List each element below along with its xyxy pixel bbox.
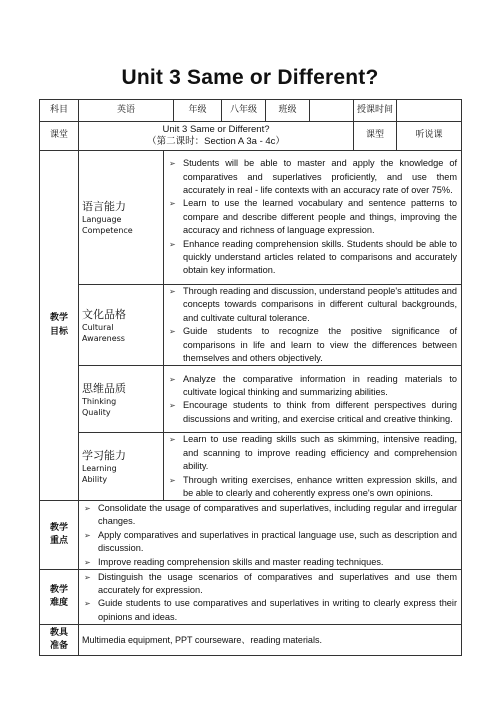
list-item: ➢ Guide students to use comparatives and superlatives in writing to clearly express their opinions and ideas. bbox=[84, 598, 458, 622]
key-points-row bbox=[40, 501, 462, 570]
list-item: ➢ Through reading and discussion, understand people's attitudes and concepts towards comparisons in different cultural backgrounds, and cultivate cultural tolerance. bbox=[169, 286, 458, 323]
arrow-bullet-icon: ➢ bbox=[169, 435, 176, 445]
lesson-title bbox=[79, 122, 354, 151]
arrow-bullet-icon: ➢ bbox=[84, 530, 91, 540]
time-value bbox=[397, 100, 462, 122]
list-item: ➢ Analyze the comparative information in reading materials to cultivate logical thinking and summarizing abilities. bbox=[169, 373, 458, 398]
category-learning: 学习能力 Learning Ability bbox=[79, 433, 164, 501]
objective-row-cultural bbox=[40, 285, 462, 366]
key-points-label: 教学 重点 bbox=[40, 501, 79, 570]
header-row bbox=[40, 100, 462, 122]
list-item: ➢ Learn to use the learned vocabulary and sentence patterns to compare and describe different people and things, improving the accuracy and richness of language expression. bbox=[169, 198, 458, 236]
arrow-bullet-icon: ➢ bbox=[169, 327, 176, 337]
list-item: ➢ Through writing exercises, enhance written expression skills, and be able to clearly and coherently express one's own opinions. bbox=[169, 474, 458, 499]
list-item: ➢ Enhance reading comprehension skills. Students should be able to quickly understand articles related to comparisons and accurately obtain key information. bbox=[169, 238, 458, 276]
objective-row-thinking bbox=[40, 366, 462, 433]
class-value bbox=[310, 100, 354, 122]
lesson-title-line1: Unit 3 Same or Different? bbox=[162, 123, 270, 135]
arrow-bullet-icon: ➢ bbox=[84, 503, 91, 513]
page-title: Unit 3 Same or Different? bbox=[121, 66, 379, 89]
arrow-bullet-icon: ➢ bbox=[169, 199, 176, 209]
arrow-bullet-icon: ➢ bbox=[169, 239, 176, 249]
class-label: 班级 bbox=[266, 100, 310, 122]
difficulties-items bbox=[79, 570, 462, 625]
category-language: 语言能力 Language Competence bbox=[79, 151, 164, 285]
list-item: ➢ Consolidate the usage of comparatives and superlatives, including regular and irregular changes. bbox=[84, 502, 458, 527]
arrow-bullet-icon: ➢ bbox=[169, 401, 176, 411]
list-item: ➢ Students will be able to master and apply the knowledge of comparatives and superlatives proficiently, and use them accurately in real - life contexts with an accuracy rate of over 75%. bbox=[169, 158, 458, 195]
category-cultural: 文化品格 Cultural Awareness bbox=[79, 285, 164, 366]
subject-label: 科目 bbox=[40, 100, 79, 122]
lesson-row bbox=[40, 122, 462, 151]
difficulties-label: 教学 难度 bbox=[40, 570, 79, 625]
arrow-bullet-icon: ➢ bbox=[169, 159, 176, 169]
key-points-items bbox=[79, 501, 462, 570]
list-item: ➢ Encourage students to think from different perspectives during discussions and writing, and exercise critical and creative thinking. bbox=[169, 400, 458, 424]
objective-items-cultural bbox=[164, 285, 462, 366]
arrow-bullet-icon: ➢ bbox=[169, 475, 176, 485]
category-thinking: 思维品质 Thinking Quality bbox=[79, 366, 164, 433]
grade-value: 八年级 bbox=[222, 100, 266, 122]
objective-row-language bbox=[40, 151, 462, 285]
list-item: ➢ Apply comparatives and superlatives in practical language use, such as description and discussion. bbox=[84, 529, 458, 554]
list-item: ➢ Learn to use reading skills such as skimming, intensive reading, and scanning to improve reading efficiency and comprehension ability. bbox=[169, 434, 458, 472]
category-language-zh: 语言能力 bbox=[82, 200, 126, 213]
objective-row-learning bbox=[40, 433, 462, 501]
lesson-plan-table bbox=[39, 99, 462, 656]
lesson-type-value: 听说课 bbox=[397, 122, 462, 151]
time-label: 授课时间 bbox=[354, 100, 397, 122]
preparation-row bbox=[40, 625, 462, 656]
arrow-bullet-icon: ➢ bbox=[169, 287, 176, 296]
arrow-bullet-icon: ➢ bbox=[169, 374, 176, 384]
preparation-label: 教具 准备 bbox=[40, 625, 79, 656]
lesson-title-line2: （第二课时：Section A 3a - 4c） bbox=[147, 136, 285, 147]
grade-label: 年级 bbox=[174, 100, 222, 122]
lesson-type-label: 课型 bbox=[354, 122, 397, 151]
list-item: ➢ Improve reading comprehension skills and master reading techniques. bbox=[79, 556, 457, 569]
arrow-bullet-icon: ➢ bbox=[84, 572, 91, 582]
objective-items-language bbox=[164, 151, 462, 285]
objective-items-thinking bbox=[164, 366, 462, 433]
objectives-label: 教学 目标 bbox=[40, 151, 79, 501]
difficulties-row bbox=[40, 570, 462, 625]
list-item: ➢ Distinguish the usage scenarios of comparatives and superlatives and use them accurately for expression. bbox=[84, 571, 458, 596]
lesson-label: 课堂 bbox=[40, 122, 79, 151]
subject-value: 英语 bbox=[79, 100, 174, 122]
preparation-value: Multimedia equipment, PPT courseware、reading materials. bbox=[79, 625, 462, 656]
arrow-bullet-icon: ➢ bbox=[84, 599, 91, 609]
objective-items-learning bbox=[164, 433, 462, 501]
arrow-bullet-icon: ➢ bbox=[84, 557, 91, 567]
list-item: ➢ Guide students to recognize the positive significance of comparisons in life and learn to view the differences between themselves and others objectively. bbox=[169, 326, 458, 364]
